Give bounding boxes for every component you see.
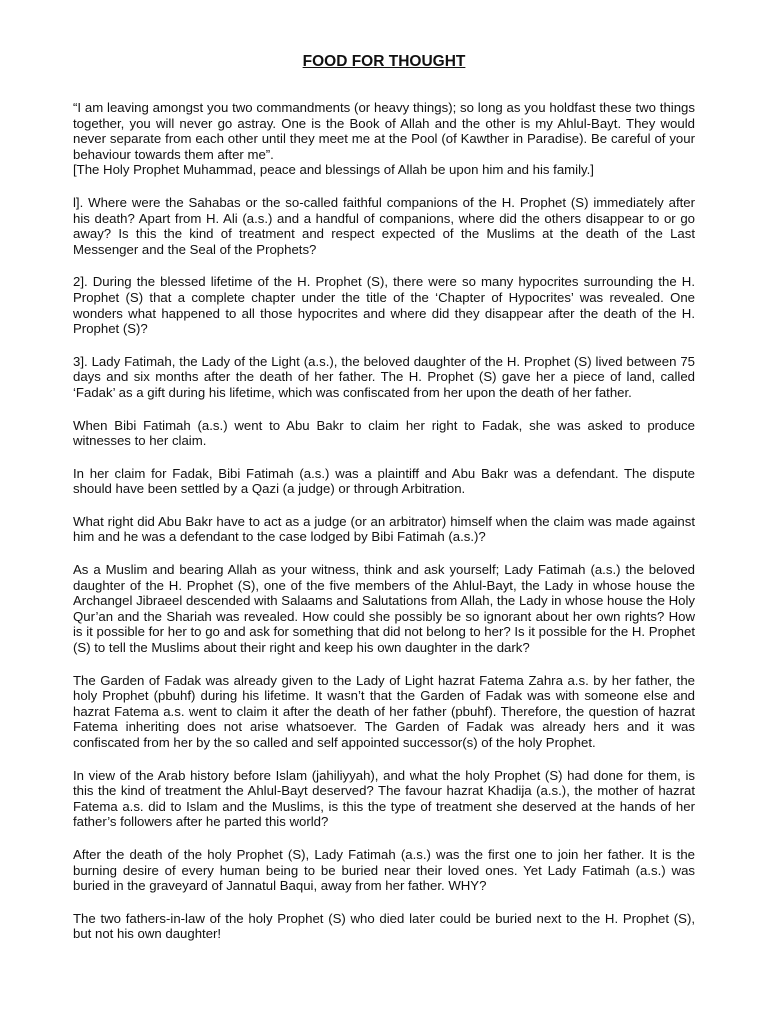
paragraph-point-3: 3]. Lady Fatimah, the Lady of the Light (a.s.), the beloved daughter of the H. Prophet (S) lived between 75 days and six months after the death of her father. The H. Prophet (S) gave her a piece of land, called ‘Fadak’ as a gift during his lifetime, which was confiscated from her upon the death of her father.	[73, 353, 695, 400]
paragraph-plaintiff: In her claim for Fadak, Bibi Fatimah (a.s.) was a plaintiff and Abu Bakr was a defendant. The dispute should have been settled by a Qazi (a judge) or through Arbitration.	[73, 465, 695, 497]
paragraph-witnesses: When Bibi Fatimah (a.s.) went to Abu Bakr to claim her right to Fadak, she was asked to produce witnesses to her claim.	[73, 417, 695, 449]
paragraph-burial: After the death of the holy Prophet (S), Lady Fatimah (a.s.) was the first one to join her father. It is the burning desire of every human being to be buried near their loved ones. Yet Lady Fatimah (a.s.) was buried in the graveyard of Jannatul Baqui, away from her father. WHY?	[73, 846, 695, 894]
paragraph-point-1: l]. Where were the Sahabas or the so-called faithful companions of the H. Prophet (S) immediately after his death? Apart from H. Ali (a.s.) and a handful of companions, where did the others disappear to or go away? Is this the kind of treatment and respect expected of the Muslims at the death of the Last Messenger and the Seal of the Prophets?	[73, 194, 695, 257]
hadith-quote: “I am leaving amongst you two commandments (or heavy things); so long as you holdfast these two things together, you will never go astray. One is the Book of Allah and the other is my Ahlul-Bayt. They would never separate from each other until they meet me at the Pool (of Kawther in Paradise). Be careful of your behaviour towards them after me”.	[73, 100, 695, 162]
paragraph-fathers-in-law: The two fathers-in-law of the holy Prophet (S) who died later could be buried next to the H. Prophet (S), but not his own daughter!	[73, 910, 695, 942]
paragraph-ask-yourself: As a Muslim and bearing Allah as your witness, think and ask yourself; Lady Fatimah (a.s.) the beloved daughter of the H. Prophet (S), one of the five members of the Ahlul-Bayt, the Lady in whose house the Archangel Jibraeel descended with Salaams and Salutations from Allah, the Lady in whose house the Holy Qur’an and the Shariah was revealed. How could she possibly be so ignorant about her own rights? How is it possible for her to go and ask for something that did not belong to her? Is it possible for the H. Prophet (S) to tell the Muslims about their right and keep his own daughter in the dark?	[73, 562, 695, 656]
document-title: FOOD FOR THOUGHT	[302, 53, 466, 70]
paragraph-point-2: 2]. During the blessed lifetime of the H. Prophet (S), there were so many hypocrites surrounding the H. Prophet (S) that a complete chapter under the title of the ‘Chapter of Hypocrites’ was revealed. One wonders what happened to all those hypocrites and where did they disappear after the death of the H. Prophet (S)?	[73, 274, 695, 337]
paragraph-garden-of-fadak: The Garden of Fadak was already given to the Lady of Light hazrat Fatema Zahra a.s. by her father, the holy Prophet (pbuhf) during his lifetime. It wasn’t that the Garden of Fadak was with someone else and hazrat Fatema a.s. went to claim it after the death of her father (pbuhf). Therefore, the question of hazrat Fatema inheriting does not arise whatsoever. The Garden of Fadak was already hers and it was confiscated from her by the so called and self appointed successor(s) of the holy Prophet.	[73, 672, 695, 750]
paragraph-judge: What right did Abu Bakr have to act as a judge (or an arbitrator) himself when the claim was made against him and he was a defendant to the case lodged by Bibi Fatimah (a.s.)?	[73, 513, 695, 545]
document-page	[73, 52, 695, 942]
paragraph-arab-history: In view of the Arab history before Islam (jahiliyyah), and what the holy Prophet (S) had done for them, is this the kind of treatment the Ahlul-Bayt deserved? The favour hazrat Khadija (a.s.), the mother of hazrat Fatema a.s. did to Islam and the Muslims, is this the type of treatment she deserved at the hands of her father’s followers after he parted this world?	[73, 767, 695, 830]
quote-attribution: [The Holy Prophet Muhammad, peace and blessings of Allah be upon him and his family.]	[73, 162, 594, 178]
